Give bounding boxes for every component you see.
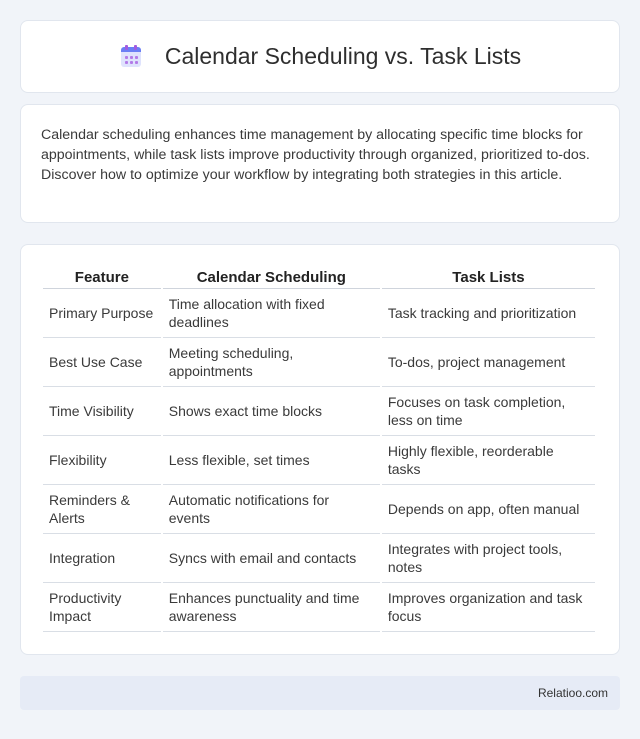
title-card (20, 20, 620, 93)
feature-cell: Time Visibility (43, 387, 161, 436)
feature-cell: Flexibility (43, 436, 161, 485)
tasks-cell: To-dos, project management (382, 338, 595, 387)
calendar-cell: Meeting scheduling, appointments (163, 338, 380, 387)
table-row (43, 485, 595, 534)
column-header-feature: Feature (43, 263, 161, 289)
calendar-cell: Less flexible, set times (163, 436, 380, 485)
table-row (43, 534, 595, 583)
feature-cell: Primary Purpose (43, 289, 161, 338)
table-row (43, 338, 595, 387)
calendar-cell: Syncs with email and contacts (163, 534, 380, 583)
tasks-cell: Highly flexible, reorderable tasks (382, 436, 595, 485)
tasks-cell: Improves organization and task focus (382, 583, 595, 632)
calendar-cell: Shows exact time blocks (163, 387, 380, 436)
intro-text: Calendar scheduling enhances time management by allocating specific time blocks for appointments, while task lists improve productivity through organized, prioritized to-dos. Discover how to optimize your workflow by integrating both strategies in this article. (41, 127, 590, 183)
feature-cell: Integration (43, 534, 161, 583)
feature-cell: Productivity Impact (43, 583, 161, 632)
footer-bar (20, 676, 620, 710)
tasks-cell: Focuses on task completion, less on time (382, 387, 595, 436)
calendar-cell: Time allocation with fixed deadlines (163, 289, 380, 338)
calendar-icon (119, 45, 143, 69)
table-row (43, 436, 595, 485)
calendar-cell: Automatic notifications for events (163, 485, 380, 534)
column-header-tasks: Task Lists (382, 263, 595, 289)
feature-cell: Best Use Case (43, 338, 161, 387)
intro-card (20, 104, 620, 223)
tasks-cell: Task tracking and prioritization (382, 289, 595, 338)
footer-brand: Relatioo.com (537, 686, 608, 700)
table-row (43, 289, 595, 338)
table-row (43, 387, 595, 436)
tasks-cell: Depends on app, often manual (382, 485, 595, 534)
feature-cell: Reminders & Alerts (43, 485, 161, 534)
calendar-cell: Enhances punctuality and time awareness (163, 583, 380, 632)
table-header-row (43, 263, 595, 289)
comparison-card (20, 244, 620, 655)
column-header-calendar: Calendar Scheduling (163, 263, 380, 289)
page-title: Calendar Scheduling vs. Task Lists (164, 43, 522, 69)
table-row (43, 583, 595, 632)
tasks-cell: Integrates with project tools, notes (382, 534, 595, 583)
comparison-table (41, 263, 597, 632)
